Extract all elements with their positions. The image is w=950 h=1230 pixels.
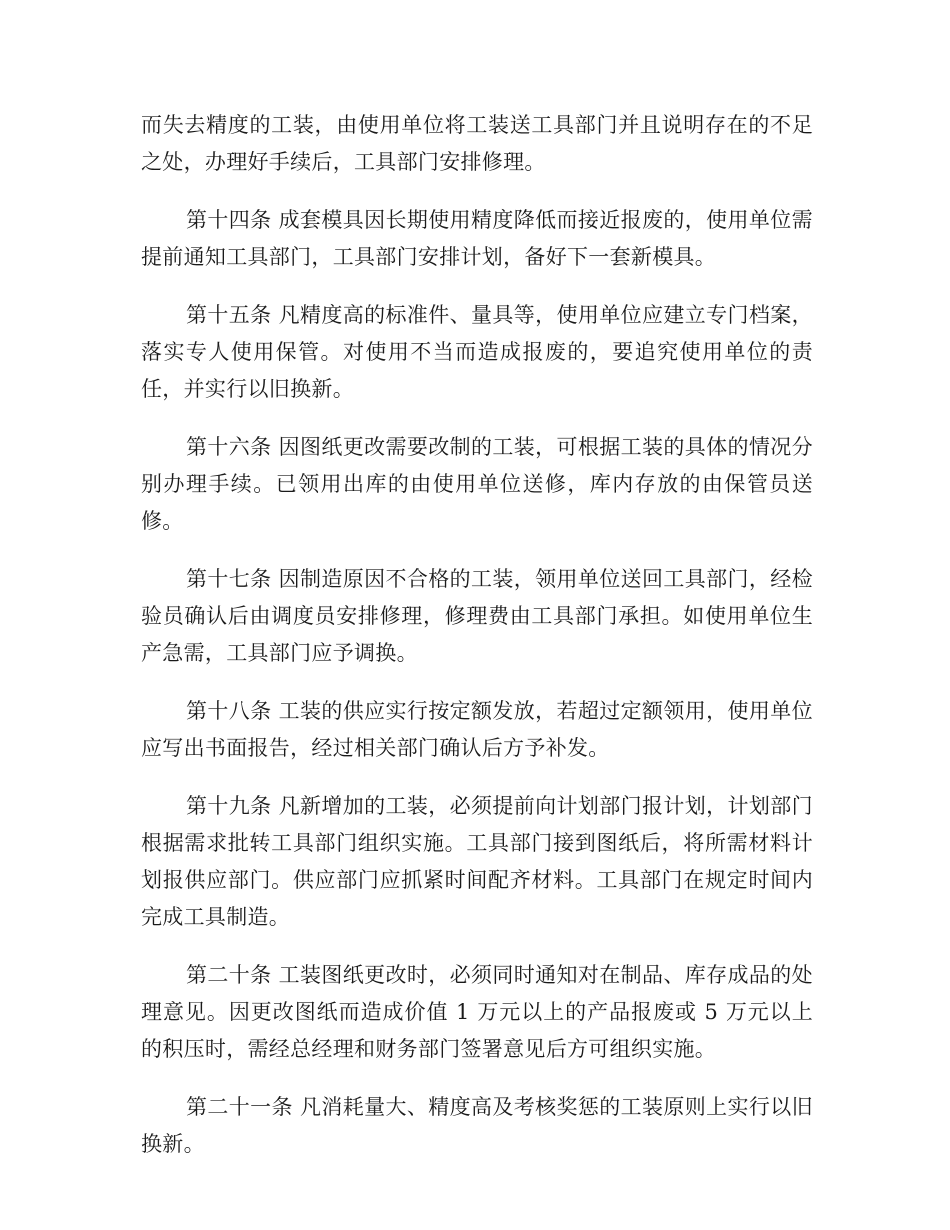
article-20-paragraph: 第二十条 工装图纸更改时，必须同时通知对在制品、库存成品的处理意见。因更改图纸而造成价值 1 万元以上的产品报废或 5 万元以上的积压时，需经总经理和财务部门签署意见后方可组织实施。: [141, 963, 813, 1061]
article-14-paragraph: 第十四条 成套模具因长期使用精度降低而接近报废的，使用单位需提前通知工具部门，工具部门安排计划，备好下一套新模具。: [141, 208, 813, 269]
article-19-paragraph: 第十九条 凡新增加的工装，必须提前向计划部门报计划，计划部门根据需求批转工具部门组织实施。工具部门接到图纸后，将所需材料计划报供应部门。供应部门应抓紧时间配齐材料。工具部门在规定时间内完成工具制造。: [141, 794, 813, 929]
article-17-paragraph: 第十七条 因制造原因不合格的工装，领用单位送回工具部门，经检验员确认后由调度员安排修理，修理费由工具部门承担。如使用单位生产急需，工具部门应予调换。: [141, 567, 813, 665]
article-16-paragraph: 第十六条 因图纸更改需要改制的工装，可根据工装的具体的情况分别办理手续。已领用出库的由使用单位送修，库内存放的由保管员送修。: [141, 435, 813, 533]
article-15-paragraph: 第十五条 凡精度高的标准件、量具等，使用单位应建立专门档案，落实专人使用保管。对使用不当而造成报废的，要追究使用单位的责任，并实行以旧换新。: [141, 303, 813, 401]
article-18-paragraph: 第十八条 工装的供应实行按定额发放，若超过定额领用，使用单位应写出书面报告，经过相关部门确认后方予补发。: [141, 699, 813, 760]
document-body: [141, 107, 813, 1184]
article-21-paragraph: 第二十一条 凡消耗量大、精度高及考核奖惩的工装原则上实行以旧换新。: [141, 1095, 813, 1156]
continued-paragraph: 而失去精度的工装，由使用单位将工装送工具部门并且说明存在的不足之处，办理好手续后，工具部门安排修理。: [141, 113, 813, 174]
